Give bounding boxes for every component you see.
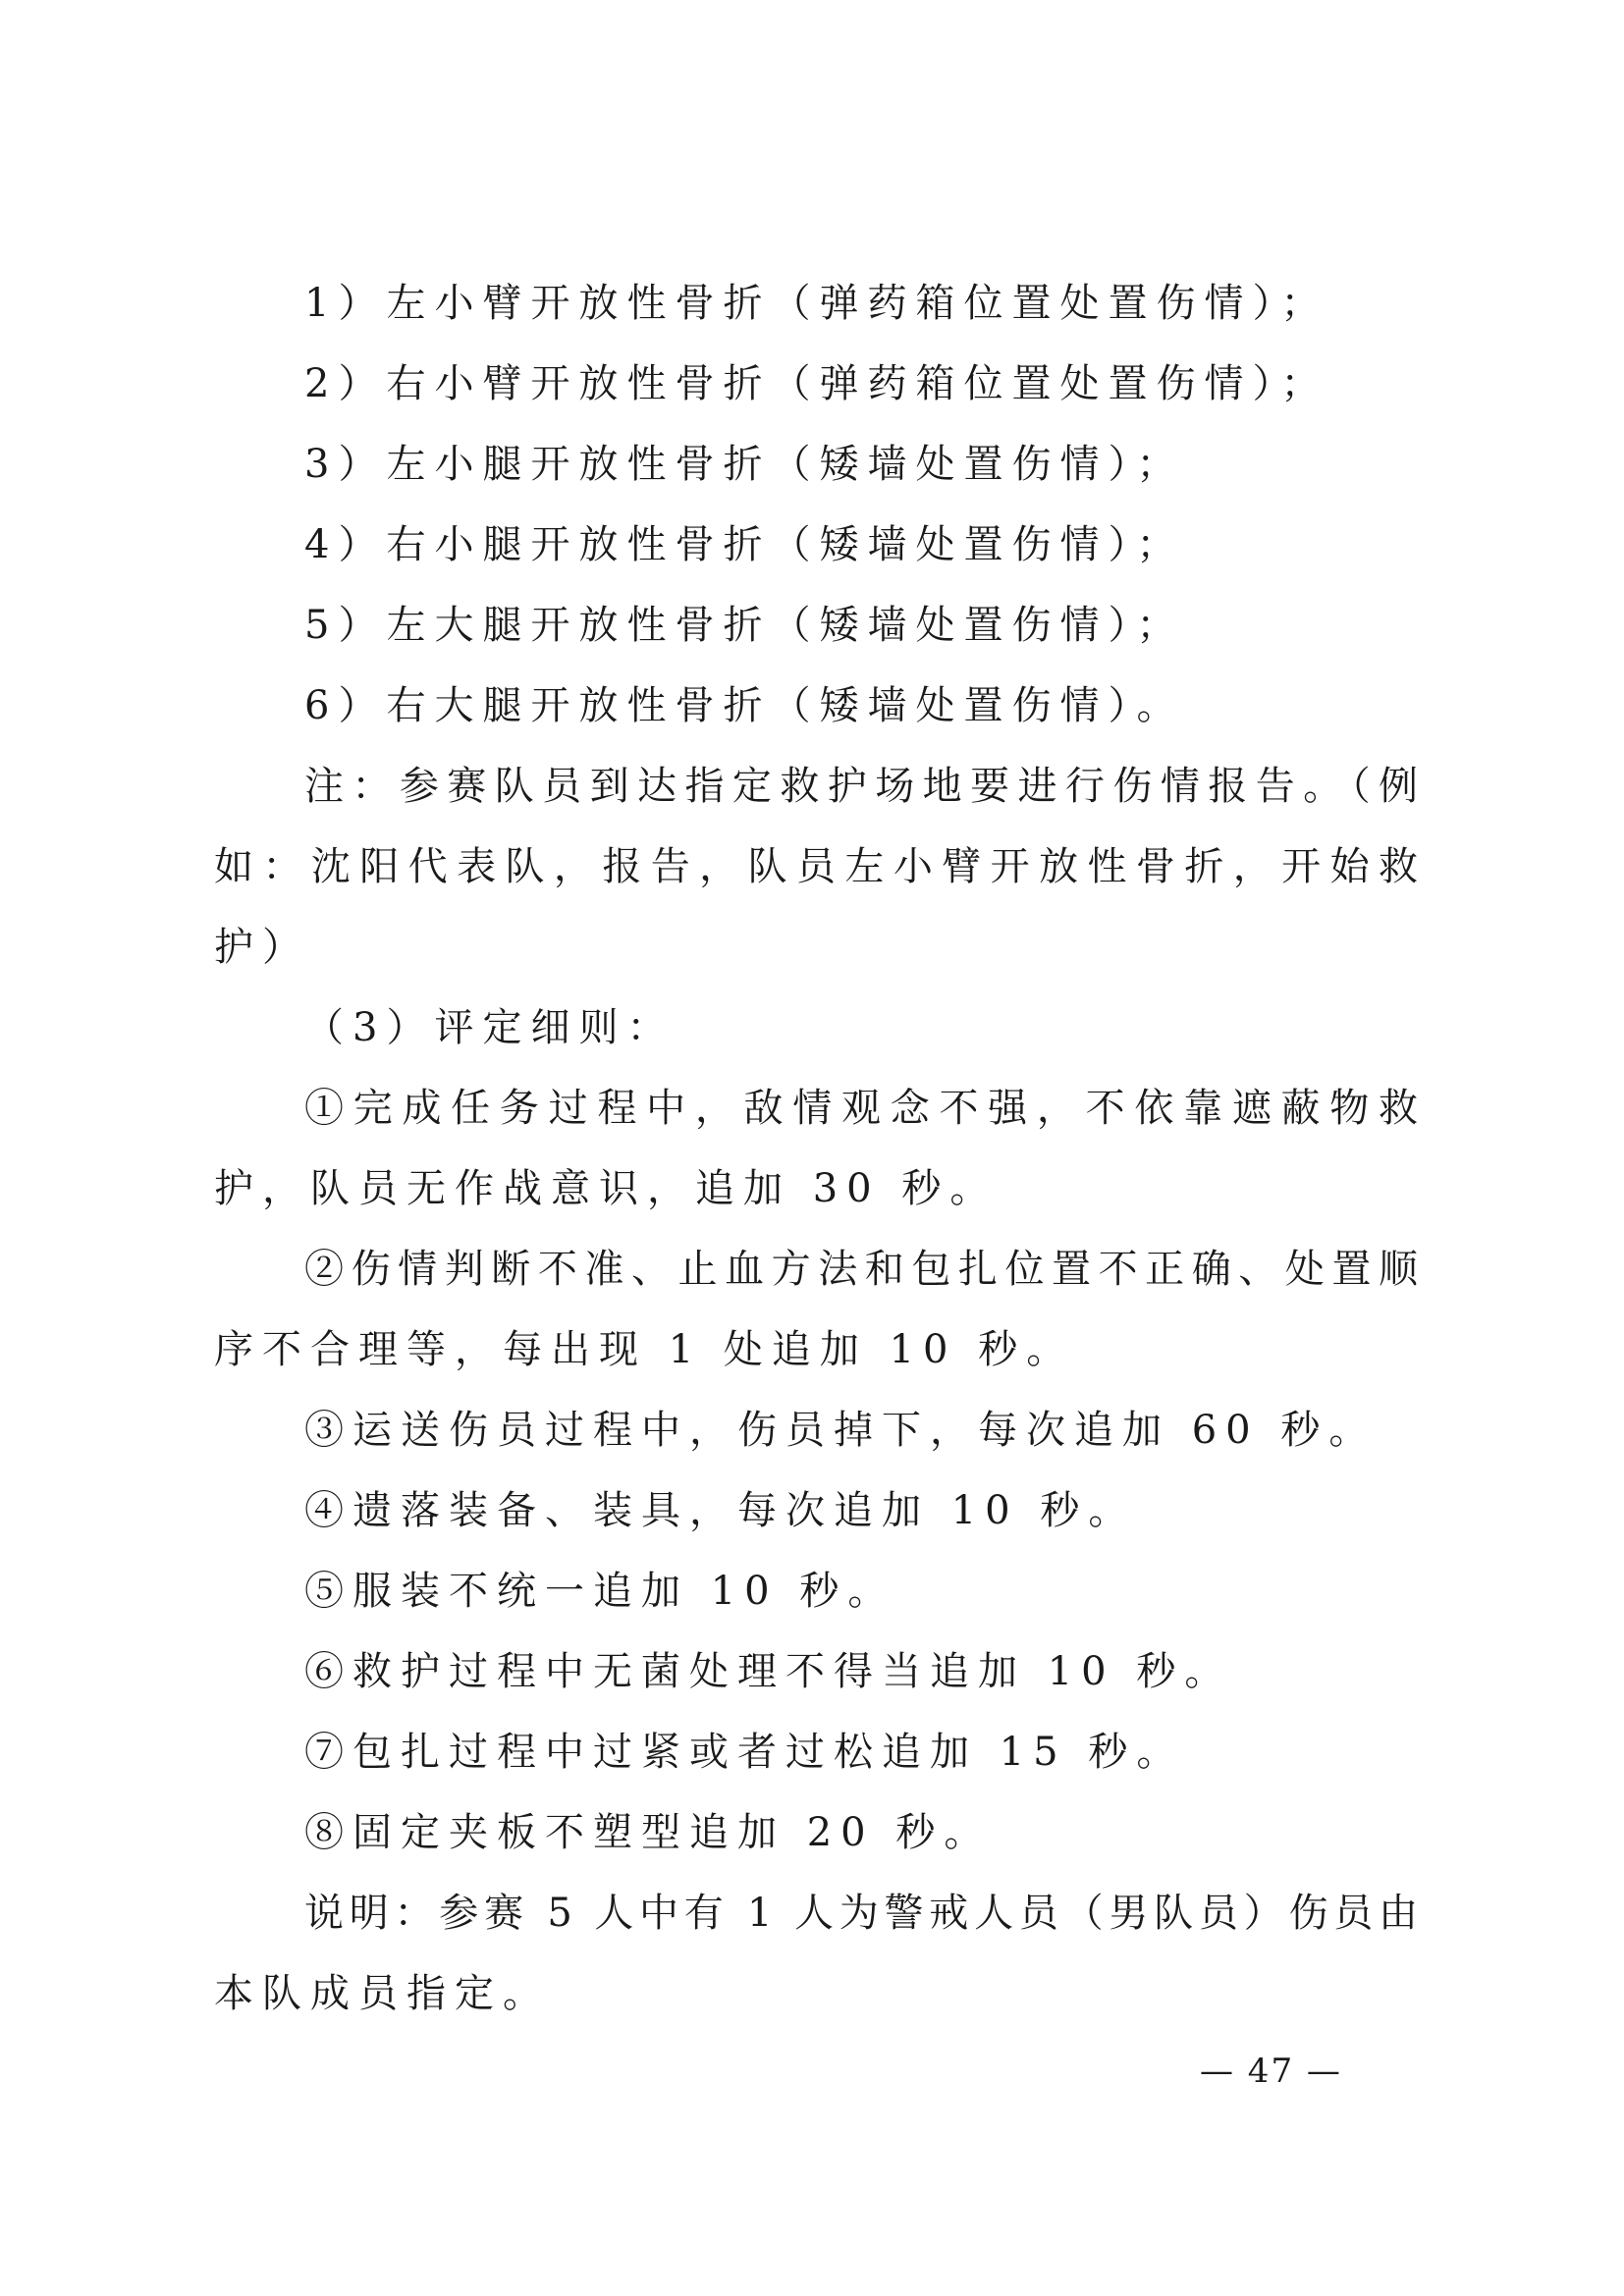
rule-7: ⑦包扎过程中过紧或者过松追加 15 秒。: [304, 1730, 1185, 1775]
rule-3: ③运送伤员过程中，伤员掉下，每次追加 60 秒。: [304, 1408, 1378, 1453]
list-item-1: 1）左小臂开放性骨折（弹药箱位置处置伤情）；: [304, 281, 1329, 326]
rule-1-line-1: ①完成任务过程中，敌情观念不强，不依靠遮蔽物救: [304, 1086, 1422, 1131]
rule-1-line-2: 护，队员无作战意识，追加 30 秒。: [214, 1166, 999, 1211]
note-line-3: 护）: [214, 925, 310, 970]
rule-5: ⑤服装不统一追加 10 秒。: [304, 1569, 896, 1614]
page-number: — 47 —: [1200, 2052, 1342, 2091]
note-line-1: 注：参赛队员到达指定救护场地要进行伤情报告。（例: [304, 764, 1422, 809]
list-item-4: 4）右小腿开放性骨折（矮墙处置伤情）；: [304, 522, 1185, 567]
rule-8: ⑧固定夹板不塑型追加 20 秒。: [304, 1810, 993, 1855]
section-heading: （3）评定细则：: [304, 1005, 676, 1050]
explanation-line-2: 本队成员指定。: [214, 1971, 551, 2016]
list-item-3: 3）左小腿开放性骨折（矮墙处置伤情）；: [304, 442, 1185, 487]
list-item-5: 5）左大腿开放性骨折（矮墙处置伤情）；: [304, 603, 1185, 648]
list-item-2: 2）右小臂开放性骨折（弹药箱位置处置伤情）；: [304, 361, 1329, 406]
rule-4: ④遗落装备、装具，每次追加 10 秒。: [304, 1488, 1137, 1533]
list-item-6: 6）右大腿开放性骨折（矮墙处置伤情）。: [304, 683, 1185, 728]
body-text: [214, 263, 1422, 2034]
rule-6: ⑥救护过程中无菌处理不得当追加 10 秒。: [304, 1649, 1233, 1694]
note-line-2: 如：沈阳代表队，报告，队员左小臂开放性骨折，开始救: [214, 844, 1422, 889]
rule-2-line-2: 序不合理等，每出现 1 处追加 10 秒。: [214, 1327, 1075, 1372]
rule-2-line-1: ②伤情判断不准、止血方法和包扎位置不正确、处置顺: [304, 1247, 1422, 1292]
explanation-line-1: 说明：参赛 5 人中有 1 人为警戒人员（男队员）伤员由: [304, 1891, 1422, 1936]
